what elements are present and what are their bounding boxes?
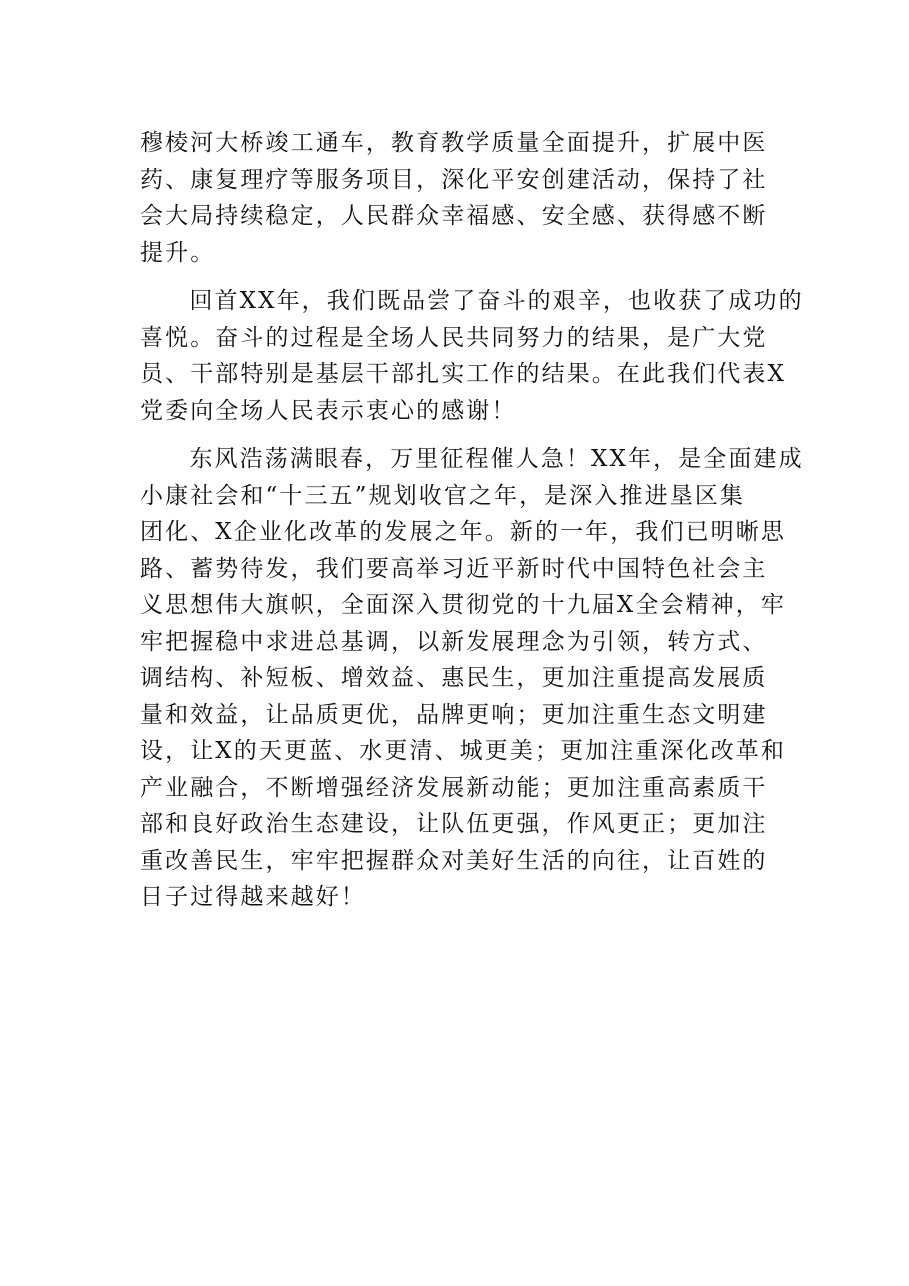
document-body [140, 125, 804, 928]
text-line: 穆棱河大桥竣工通车，教育教学质量全面提升，扩展中医 [140, 130, 768, 156]
text-line: 团化、X企业化改革的发展之年。新的一年，我们已明晰思 [140, 519, 786, 545]
text-line: 药、康复理疗等服务项目，深化平安创建活动，保持了社 [140, 166, 768, 193]
text-line: 小康社会和“十三五”规划收官之年，是深入推进垦区集 [140, 482, 746, 509]
text-line: 义思想伟大旗帜，全面深入贯彻党的十九届X全会精神，牢 [140, 592, 786, 618]
text-line: 设，让X的天更蓝、水更清、城更美；更加注重深化改革和 [140, 738, 786, 764]
paragraph-review [140, 283, 804, 429]
text-line: 员、干部特别是基层干部扎实工作的结果。在此我们代表X [140, 361, 786, 387]
text-line: 党委向全场人民表示衷心的感谢！ [140, 397, 517, 424]
text-line: 产业融合，不断增强经济发展新动能；更加注重高素质干 [140, 774, 768, 801]
text-line: 日子过得越来越好！ [140, 884, 366, 910]
text-line: 路、蓄势待发，我们要高举习近平新时代中国特色社会主 [140, 555, 768, 582]
text-line: 提升。 [140, 239, 216, 266]
paragraph-outlook [140, 441, 804, 916]
text-line: 调结构、补短板、增效益、惠民生，更加注重提高发展质 [140, 665, 768, 691]
text-line: 重改善民生，牢牢把握群众对美好生活的向往，让百姓的 [140, 847, 768, 874]
text-line: 喜悦。奋斗的过程是全场人民共同努力的结果，是广大党 [140, 324, 768, 351]
text-line: 东风浩荡满眼春，万里征程催人急！XX年，是全面建成 [189, 446, 804, 472]
text-line: 回首XX年，我们既品尝了奋斗的艰辛，也收获了成功的 [189, 288, 804, 314]
text-line: 量和效益，让品质更优，品牌更响；更加注重生态文明建 [140, 701, 768, 728]
text-line: 部和良好政治生态建设，让队伍更强，作风更正；更加注 [140, 811, 768, 837]
text-line: 会大局持续稳定，人民群众幸福感、安全感、获得感不断 [140, 203, 768, 229]
text-line: 牢把握稳中求进总基调，以新发展理念为引领，转方式、 [140, 628, 768, 655]
paragraph-achievements [140, 125, 780, 271]
